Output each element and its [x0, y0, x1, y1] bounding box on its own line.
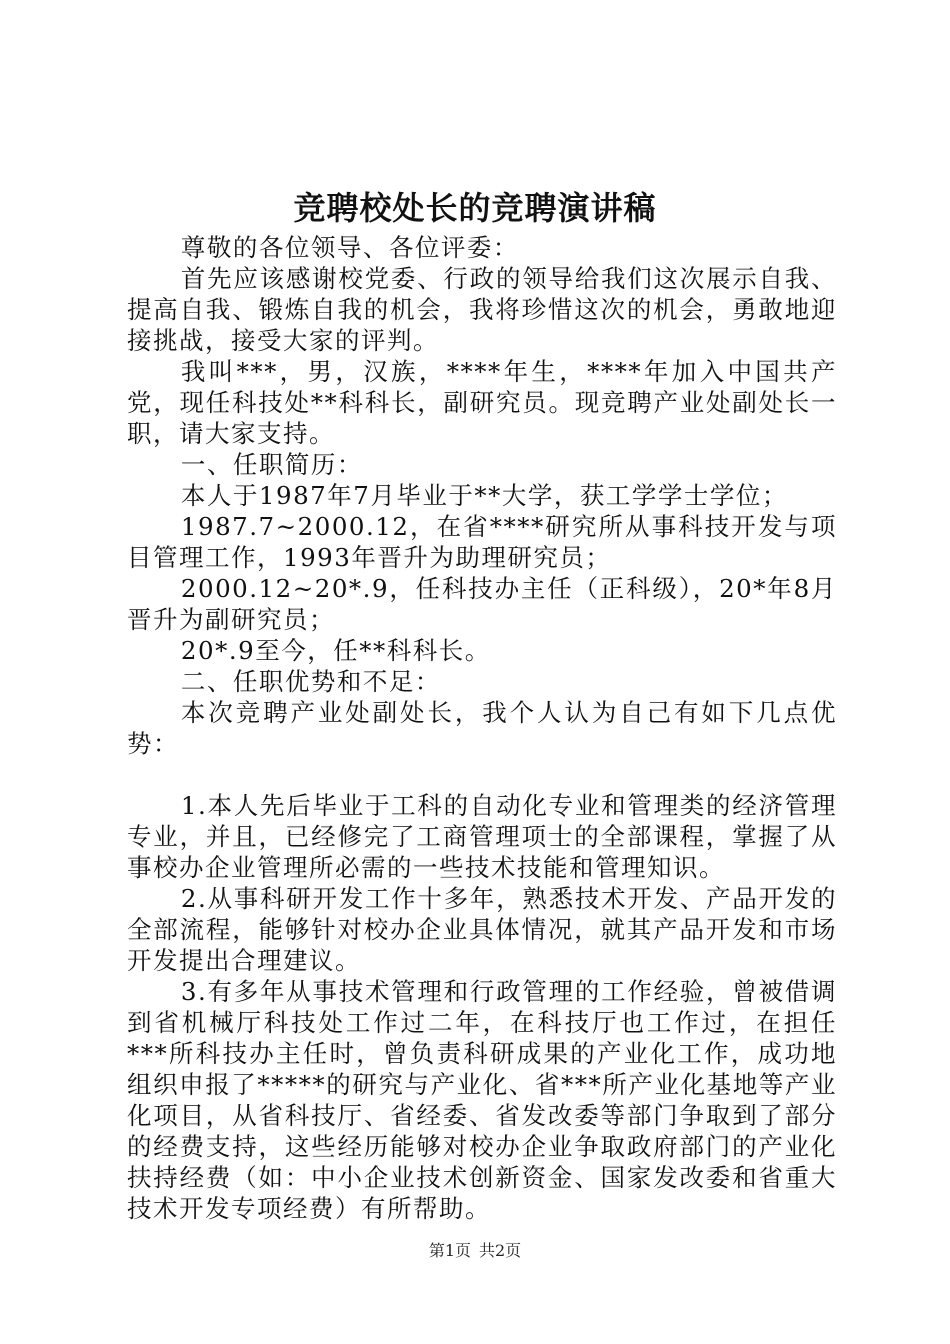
page-number: 第1页 — [428, 1241, 471, 1260]
section-heading-resume: 一、任职简历： — [180, 450, 363, 479]
paragraph-thanks: 首先应该感谢校党委、行政的领导给我们这次展示自我、提高自我、锻炼自我的机会，我将珍惜这次的机会，勇敢地迎接挑战，接受大家的评判。 — [127, 264, 837, 355]
salutation: 尊敬的各位领导、各位评委： — [180, 233, 519, 262]
page-footer — [0, 1240, 950, 1262]
resume-item-office-director: 2000.12~20*.9，任科技办主任（正科级），20*年8月晋升为副研究员； — [127, 574, 837, 634]
resume-item-current: 20*.9至今，任**科科长。 — [180, 636, 491, 665]
strength-item-2: 2.从事科研开发工作十多年，熟悉技术开发、产品开发的全部流程，能够针对校办企业具体情况，就其产品开发和市场开发提出合理建议。 — [127, 884, 837, 975]
section-heading-strengths: 二、任职优势和不足： — [180, 667, 441, 696]
document-body — [127, 232, 837, 1224]
strength-item-3: 3.有多年从事技术管理和行政管理的工作经验，曾被借调到省机械厅科技处工作过二年，在科技厅也工作过，在担任***所科技办主任时，曾负责科研成果的产业化工作，成功地组织申报了*****的研究与产业化、省***所产业化基地等产业化项目，从省科技厅、省经委、省发改委等部门争取到了部分的经费支持，这些经历能够对校办企业争取政府部门的产业化扶持经费（如：中小企业技术创新资金、国家发改委和省重大技术开发专项经费）有所帮助。 — [127, 977, 837, 1223]
strength-item-1: 1.本人先后毕业于工科的自动化专业和管理类的经济管理专业，并且，已经修完了工商管理项士的全部课程，掌握了从事校办企业管理所必需的一些技术技能和管理知识。 — [127, 791, 837, 882]
resume-item-institute: 1987.7~2000.12，在省****研究所从事科技开发与项目管理工作，1993年晋升为助理研究员； — [127, 512, 837, 572]
blank-line — [127, 759, 837, 790]
resume-item-education: 本人于1987年7月毕业于**大学，获工学学士学位； — [180, 481, 788, 510]
paragraph-introduction: 我叫***，男，汉族，****年生，****年加入中国共产党，现任科技处**科科长，副研究员。现竞聘产业处副处长一职，请大家支持。 — [127, 357, 837, 448]
document-title: 竞聘校处长的竞聘演讲稿 — [293, 189, 657, 227]
strengths-intro: 本次竞聘产业处副处长，我个人认为自己有如下几点优势： — [127, 698, 837, 758]
page-total: 共2页 — [479, 1241, 522, 1260]
